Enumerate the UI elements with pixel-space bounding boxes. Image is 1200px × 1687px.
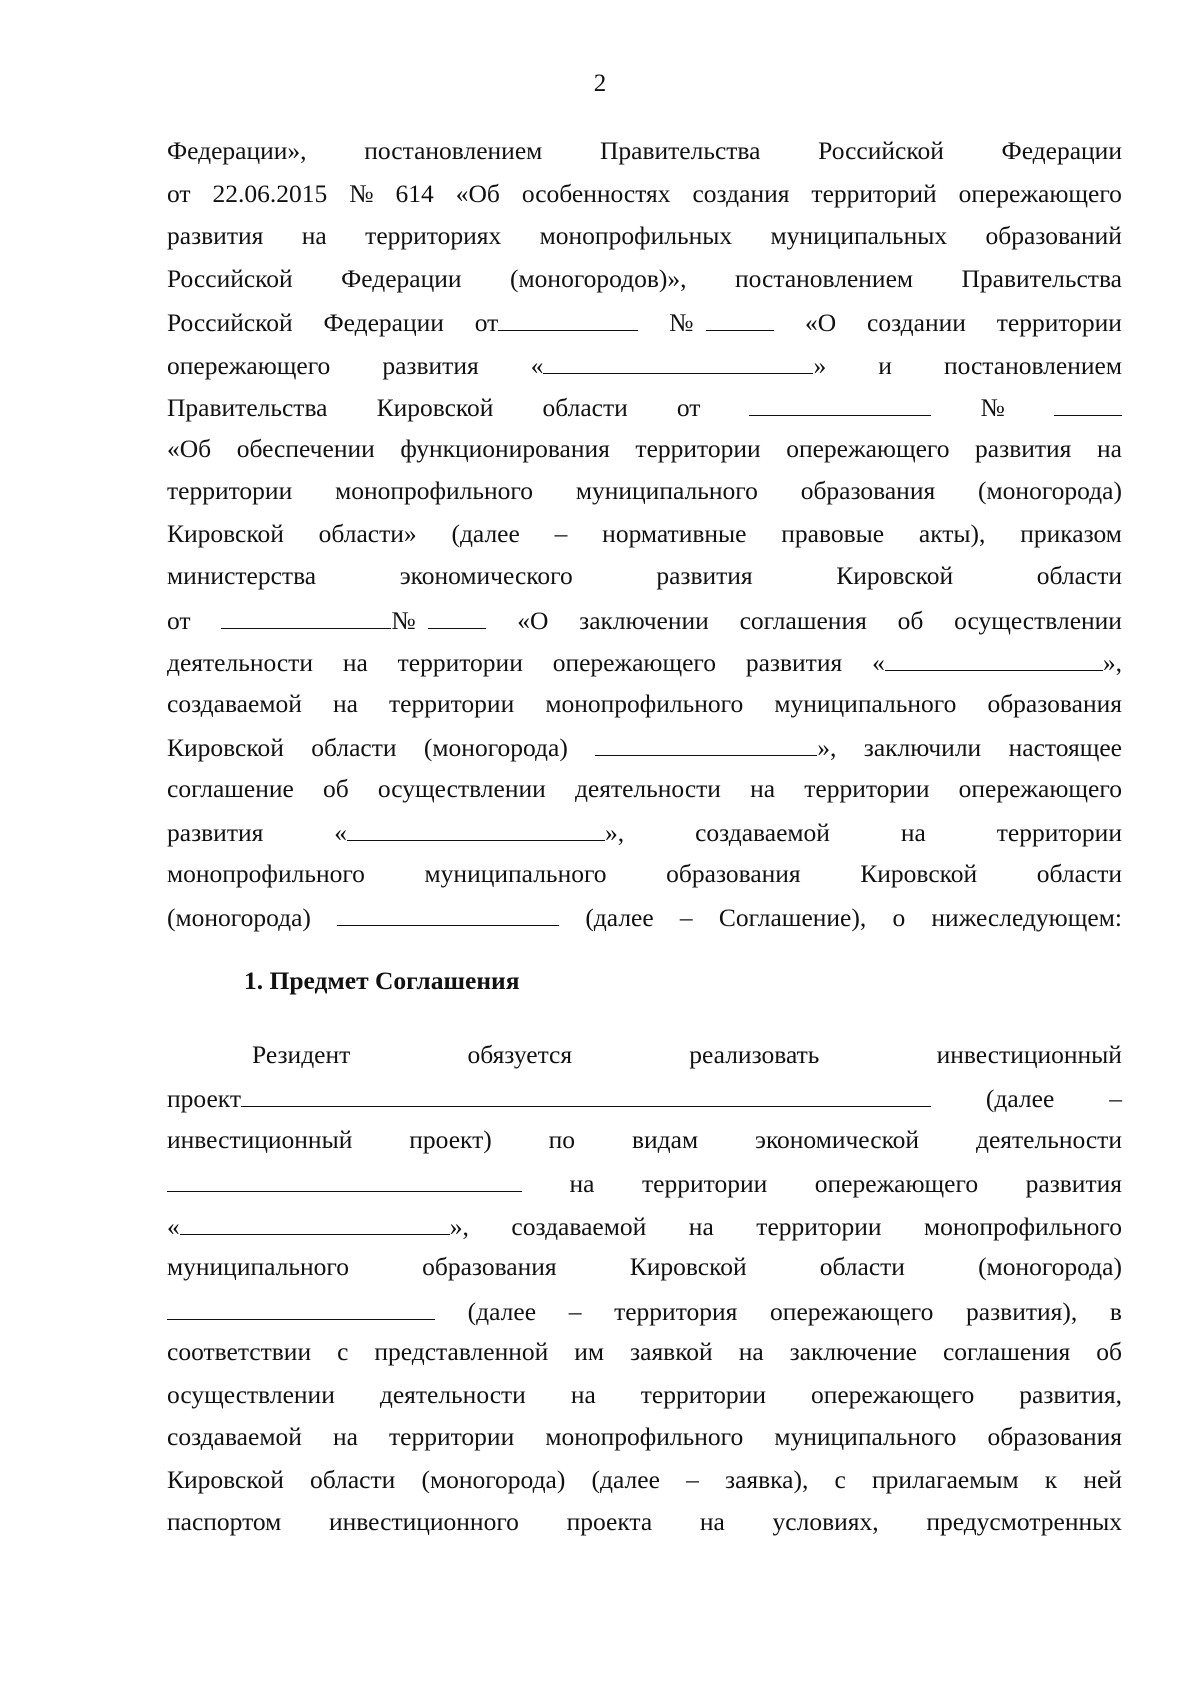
text-line-17: развития « », создаваемой на территории [167,816,1122,859]
text-line-21: проект (далее – [167,1082,1122,1125]
text-line-12: от № «О заключении соглашения об осуществлении [167,604,1122,647]
text-line-18: монопрофильного муниципального образования Кировской области [167,858,1122,888]
text-line-16: соглашение об осуществлении деятельности на территории опережающего [167,773,1122,803]
text-line-4: Российской Федерации (моногородов)», постановлением Правительства [167,263,1122,293]
text-line-9: территории монопрофильного муниципального образования (моногорода) [167,476,1122,505]
blank-field [241,1082,931,1107]
blank-field [749,391,931,416]
text-line-15: Кировской области (моногорода) », заключили настоящее [167,731,1122,774]
blank-field [167,1295,435,1320]
text-line-6: опережающего развития « » и постановлением [167,349,1122,392]
blank-field [428,604,486,629]
blank-field [1054,391,1122,416]
text-line-27: соответствии с представленной им заявкой на заключение соглашения об [167,1337,1122,1366]
text-line-13: деятельности на территории опережающего развития « », [167,646,1122,689]
blank-field [498,306,638,331]
text-line-28: осуществлении деятельности на территории опережающего развития, [167,1379,1122,1409]
text-line-2: от 22.06.2015 № 614 «Об особенностях создания территорий опережающего [167,178,1122,208]
text-line-24: « », создаваемой на территории монопрофильного [167,1210,1122,1253]
text-line-3: развития на территориях монопрофильных муниципальных образований [167,221,1122,250]
blank-field [347,816,605,841]
text-line-14: создаваемой на территории монопрофильного муниципального образования [167,688,1122,718]
text-line-7: Правительства Кировской области от № [167,391,1122,434]
text-line-29: создаваемой на территории монопрофильного муниципального образования [167,1422,1122,1451]
blank-field [221,604,391,629]
blank-field [543,349,813,374]
text-line-26: (далее – территория опережающего развития), в [167,1295,1122,1338]
blank-field [885,646,1103,671]
text-line-1: Федерации», постановлением Правительства Российской Федерации [167,136,1122,165]
text-line-25: муниципального образования Кировской области (моногорода) [167,1252,1122,1281]
text-line-31: паспортом инвестиционного проекта на условиях, предусмотренных [167,1507,1122,1536]
text-line-5: Российской Федерации от № «О создании территории [167,306,1122,349]
blank-field [180,1210,450,1235]
section-heading: 1. Предмет Соглашения [244,965,520,995]
text-line-10: Кировской области» (далее – нормативные правовые акты), приказом [167,518,1122,548]
text-line-19: (моногорода) (далее – Соглашение), о нижеследующем: [167,901,1122,944]
blank-field [167,1167,522,1192]
text-line-11: министерства экономического развития Кировской области [167,561,1122,590]
blank-field [706,306,774,331]
text-line-20: Резидент обязуется реализовать инвестиционный [252,1039,1122,1069]
blank-field [595,731,817,756]
text-line-30: Кировской области (моногорода) (далее – заявка), с прилагаемым к ней [167,1464,1122,1494]
blank-field [337,901,559,926]
text-line-22: инвестиционный проект) по видам экономической деятельности [167,1124,1122,1154]
text-line-8: «Об обеспечении функционирования территории опережающего развития на [167,433,1122,463]
page-number: 2 [593,70,607,97]
text-line-23: на территории опережающего развития [167,1167,1122,1210]
document-body [167,136,1122,1550]
